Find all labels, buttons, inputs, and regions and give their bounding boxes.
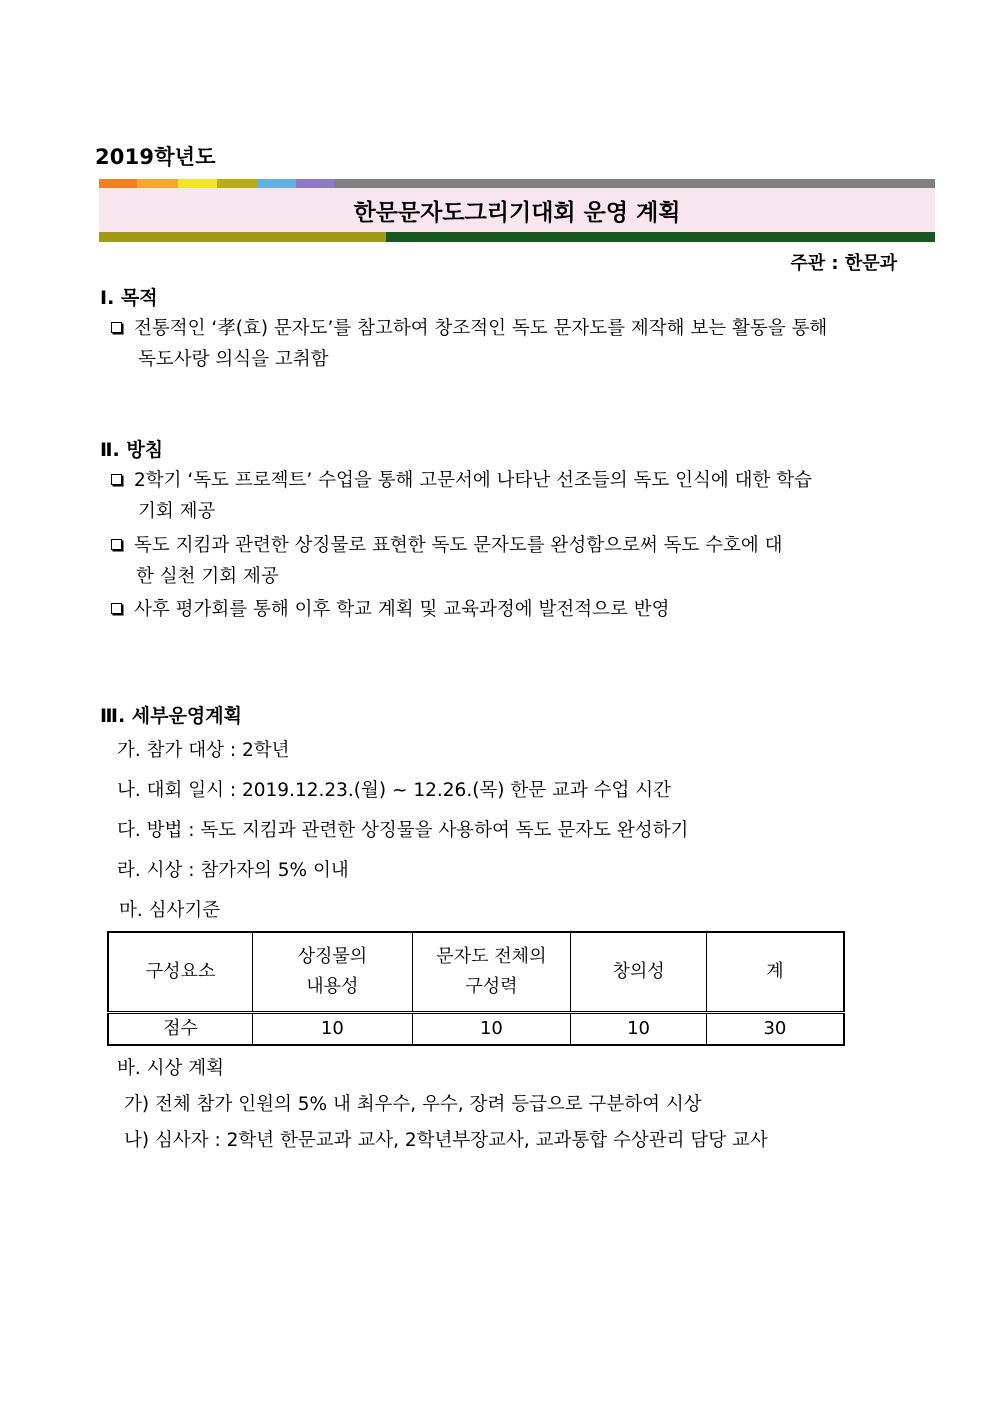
detail-item-target: 가. 참가 대상 : 2학년 [117,740,290,761]
section3-heading: Ⅲ. 세부운영계획 [100,705,242,727]
section2-bullet-3 [111,594,897,625]
checkbox-bullet-icon [111,539,122,550]
detail-item-criteria: 마. 심사기준 [119,900,221,921]
title-box [99,188,935,232]
header-cell-composition: 문자도 전체의 구성력 [412,932,571,1013]
stripe-gray [335,179,935,188]
score-cell: 10 [571,1013,707,1046]
color-stripe-top [99,179,935,188]
section2-bullet-2 [111,530,897,592]
checkbox-bullet-icon [111,603,122,614]
checkbox-bullet-icon [111,322,122,333]
criteria-table [107,931,845,1046]
section2-heading: Ⅱ. 방침 [100,439,164,461]
header-cell-component: 구성요소 [108,932,253,1013]
header-cell-total: 계 [706,932,844,1013]
bullet-text-cont: 독도사랑 의식을 고취함 [138,349,329,370]
stripe-olive-bottom [99,232,386,242]
award-plan-item-2: 나) 심사자 : 2학년 한문교과 교사, 2학년부장교사, 교과통합 수상관리 담당 교사 [124,1130,768,1151]
stripe-purple [296,179,335,188]
bullet-text: 사후 평가회를 통해 이후 학교 계획 및 교육과정에 발전적으로 반영 [134,599,670,620]
header-cell-symbol: 상징물의 내용성 [253,932,413,1013]
score-cell: 10 [412,1013,571,1046]
bullet-text: 2학기 ‘독도 프로젝트’ 수업을 통해 고문서에 나타난 선조들의 독도 인식에 대한 학습 [134,470,812,491]
color-stripe-bottom [99,232,935,242]
criteria-score-row [108,1013,844,1046]
bullet-text-cont: 한 실천 기회 제공 [136,566,279,587]
document-title: 한문문자도그리기대회 운영 계획 [353,199,681,226]
bullet-text: 전통적인 ‘孝(효) 문자도’를 참고하여 창조적인 독도 문자도를 제작해 보는 활동을 통해 [134,318,828,339]
stripe-blue [257,179,296,188]
header-cell-creativity: 창의성 [571,932,707,1013]
stripe-green-bottom [386,232,935,242]
stripe-olive [217,179,257,188]
score-total: 30 [706,1013,844,1046]
score-label: 점수 [108,1013,253,1046]
award-plan-heading: 바. 시상 계획 [117,1058,224,1079]
checkbox-bullet-icon [111,474,122,485]
criteria-header-row [108,932,844,1013]
award-plan-item-1: 가) 전체 참가 인원의 5% 내 최우수, 우수, 장려 등급으로 구분하여 시상 [124,1094,702,1115]
detail-item-award: 라. 시상 : 참가자의 5% 이내 [117,860,349,881]
score-cell: 10 [253,1013,413,1046]
detail-item-datetime: 나. 대회 일시 : 2019.12.23.(월) ~ 12.26.(목) 한문 교과 수업 시간 [117,780,672,801]
section2-bullet-1 [111,465,897,527]
stripe-yellow [178,179,217,188]
year-label: 2019학년도 [95,145,216,169]
stripe-orange [99,179,137,188]
section1-heading: Ⅰ. 목적 [100,287,158,309]
detail-item-method: 다. 방법 : 독도 지킴과 관련한 상징물을 사용하여 독도 문자도 완성하기 [117,820,689,841]
host-label: 주관 : 한문과 [790,253,897,274]
stripe-amber [137,179,178,188]
bullet-text-cont: 기회 제공 [138,501,216,522]
bullet-text: 독도 지킴과 관련한 상징물로 표현한 독도 문자도를 완성함으로써 독도 수호에 대 [134,535,783,556]
section1-bullet [111,313,897,375]
